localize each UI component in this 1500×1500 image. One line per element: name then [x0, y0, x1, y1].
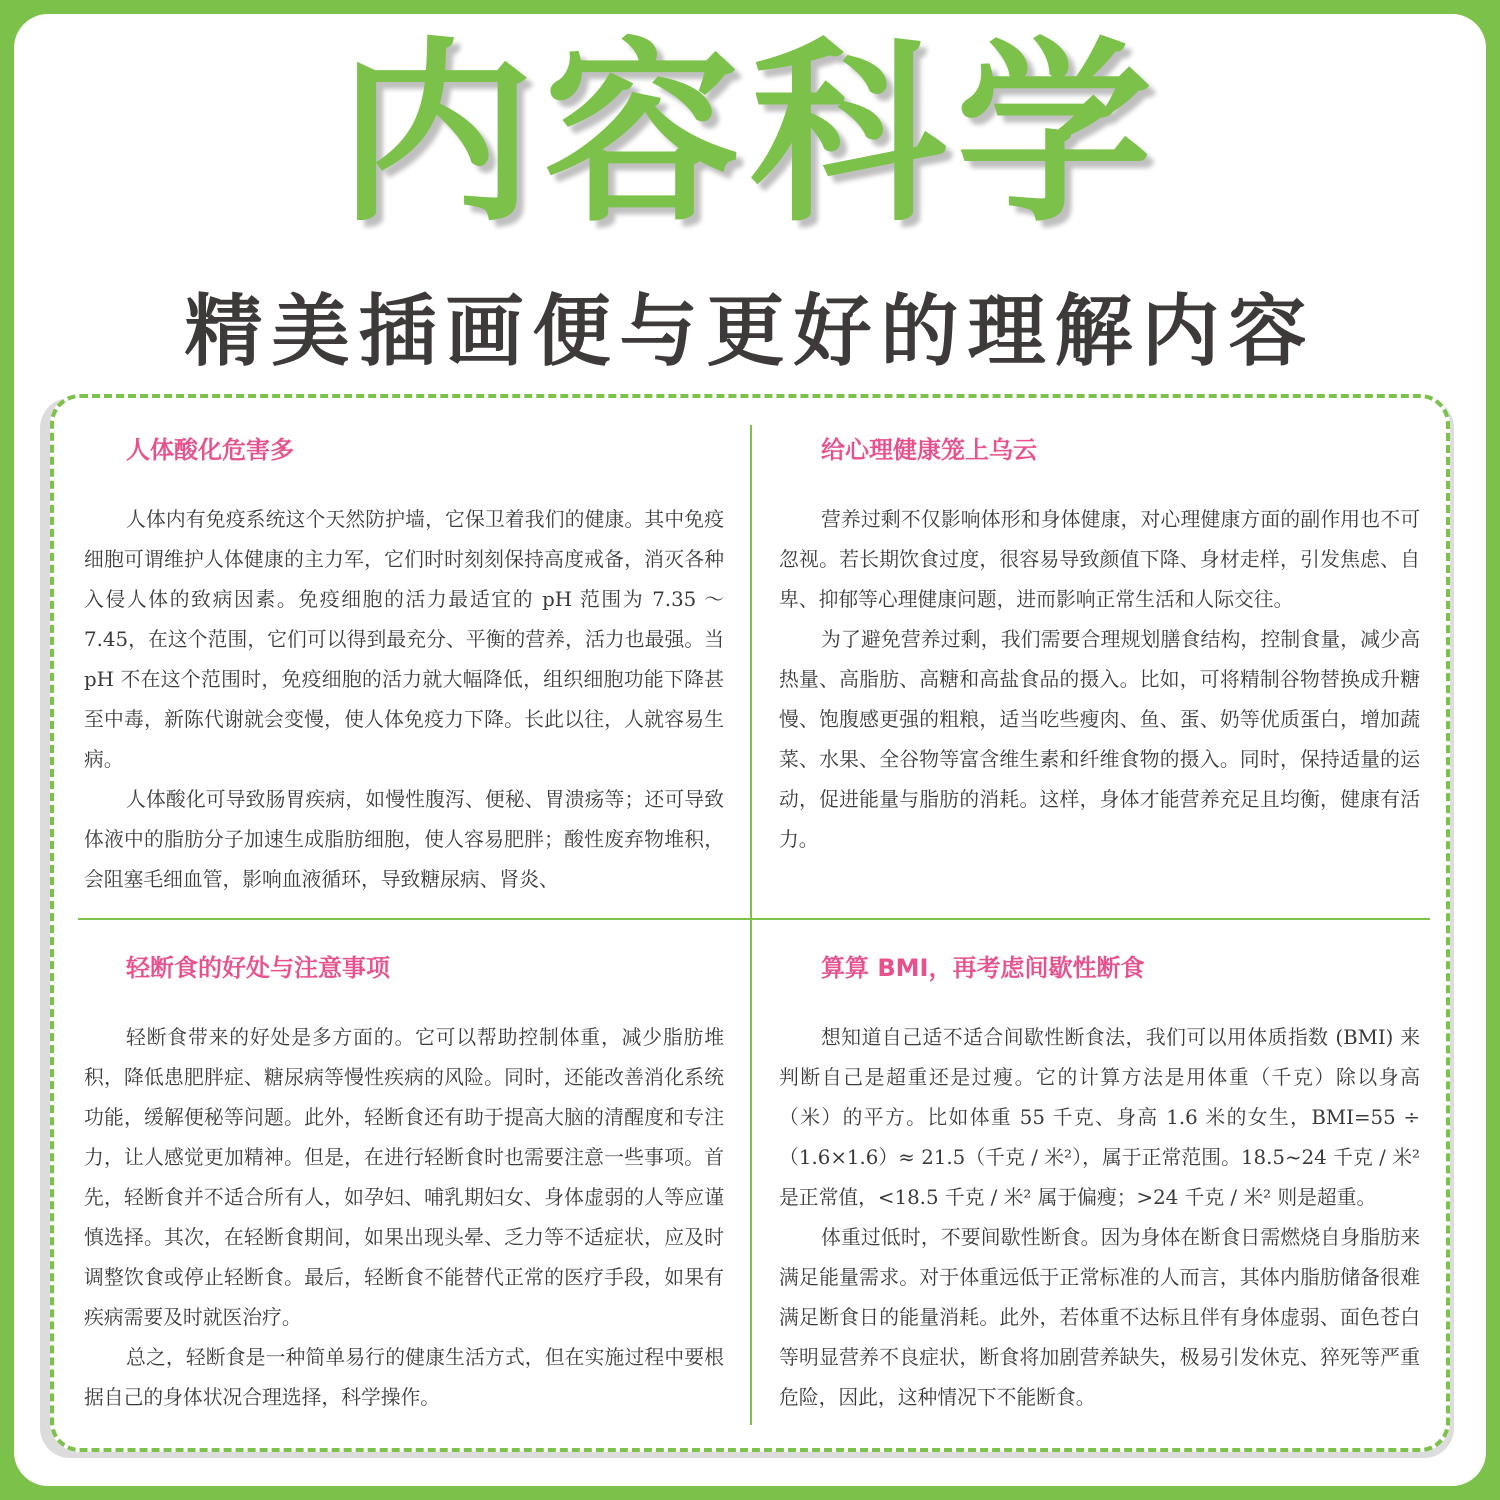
- section-paragraph: 为了避免营养过剩，我们需要合理规划膳食结构，控制食量，减少高热量、高脂肪、高糖和高盐食品的摄入。比如，可将精制谷物替换成升糖慢、饱腹感更强的粗粮，适当吃些瘦肉、鱼、蛋、奶等优质蛋白，增加蔬菜、水果、全谷物等富含维生素和纤维食物的摄入。同时，保持适量的运动，促进能量与脂肪的消耗。这样，身体才能营养充足且均衡，健康有活力。: [779, 628, 1420, 851]
- section-light-fasting: [84, 948, 724, 1418]
- section-acidification: [84, 430, 724, 900]
- section-paragraph: 人体酸化可导致肠胃疾病，如慢性腹泻、便秘、胃溃疡等；还可导致体液中的脂肪分子加速生成脂肪细胞，使人容易肥胖；酸性废弃物堆积，会阻塞毛细血管，影响血液循环，导致糖尿病、肾炎、: [84, 788, 724, 891]
- section-mental-health: [779, 430, 1420, 860]
- horizontal-divider: [78, 918, 1430, 920]
- section-paragraph: 轻断食带来的好处是多方面的。它可以帮助控制体重，减少脂肪堆积，降低患肥胖症、糖尿病等慢性疾病的风险。同时，还能改善消化系统功能，缓解便秘等问题。此外，轻断食还有助于提高大脑的清醒度和专注力，让人感觉更加精神。但是，在进行轻断食时也需要注意一些事项。首先，轻断食并不适合所有人，如孕妇、哺乳期妇女、身体虚弱的人等应谨慎选择。其次，在轻断食期间，如果出现头晕、乏力等不适症状，应及时调整饮食或停止轻断食。最后，轻断食不能替代正常的医疗手段，如果有疾病需要及时就医治疗。: [84, 1026, 724, 1329]
- vertical-divider: [750, 425, 752, 1425]
- section-paragraph: 人体内有免疫系统这个天然防护墙，它保卫着我们的健康。其中免疫细胞可谓维护人体健康的主力军，它们时时刻刻保持高度戒备，消灭各种入侵人体的致病因素。免疫细胞的活力最适宜的 pH 范围为 7.35 ～ 7.45，在这个范围，它们可以得到最充分、平衡的营养，活力也最强。当 pH 不在这个范围时，免疫细胞的活力就大幅降低，组织细胞功能下降甚至中毒，新陈代谢就会变慢，使人体免疫力下降。长此以往，人就容易生病。: [84, 508, 724, 771]
- section-title: 轻断食的好处与注意事项: [126, 954, 390, 982]
- subtitle: 精美插画便与更好的理解内容: [184, 287, 1316, 377]
- section-paragraph: 总之，轻断食是一种简单易行的健康生活方式，但在实施过程中要根据自己的身体状况合理选择，科学操作。: [84, 1346, 724, 1409]
- section-title: 算算 BMI，再考虑间歇性断食: [821, 954, 1145, 982]
- section-paragraph: 营养过剩不仅影响体形和身体健康，对心理健康方面的副作用也不可忽视。若长期饮食过度，很容易导致颜值下降、身材走样，引发焦虑、自卑、抑郁等心理健康问题，进而影响正常生活和人际交往。: [779, 508, 1420, 611]
- headline: 内容科学: [337, 21, 1162, 249]
- section-title: 人体酸化危害多: [126, 436, 294, 464]
- section-paragraph: 体重过低时，不要间歇性断食。因为身体在断食日需燃烧自身脂肪来满足能量需求。对于体重远低于正常标准的人而言，其体内脂肪储备很难满足断食日的能量消耗。此外，若体重不达标且伴有身体虚弱、面色苍白等明显营养不良症状，断食将加剧营养缺失，极易引发休克、猝死等严重危险，因此，这种情况下不能断食。: [779, 1226, 1420, 1409]
- section-title: 给心理健康笼上乌云: [821, 436, 1037, 464]
- section-paragraph: 想知道自己适不适合间歇性断食法，我们可以用体质指数 (BMI) 来判断自己是超重还是过瘦。它的计算方法是用体重（千克）除以身高（米）的平方。比如体重 55 千克、身高 1.6 米的女生，BMI=55 ÷（1.6×1.6）≈ 21.5（千克 / 米²），属于正常范围。18.5~24 千克 / 米² 是正常值，<18.5 千克 / 米² 属于偏瘦；>24 千克 / 米² 则是超重。: [779, 1026, 1420, 1209]
- section-bmi: [779, 948, 1420, 1418]
